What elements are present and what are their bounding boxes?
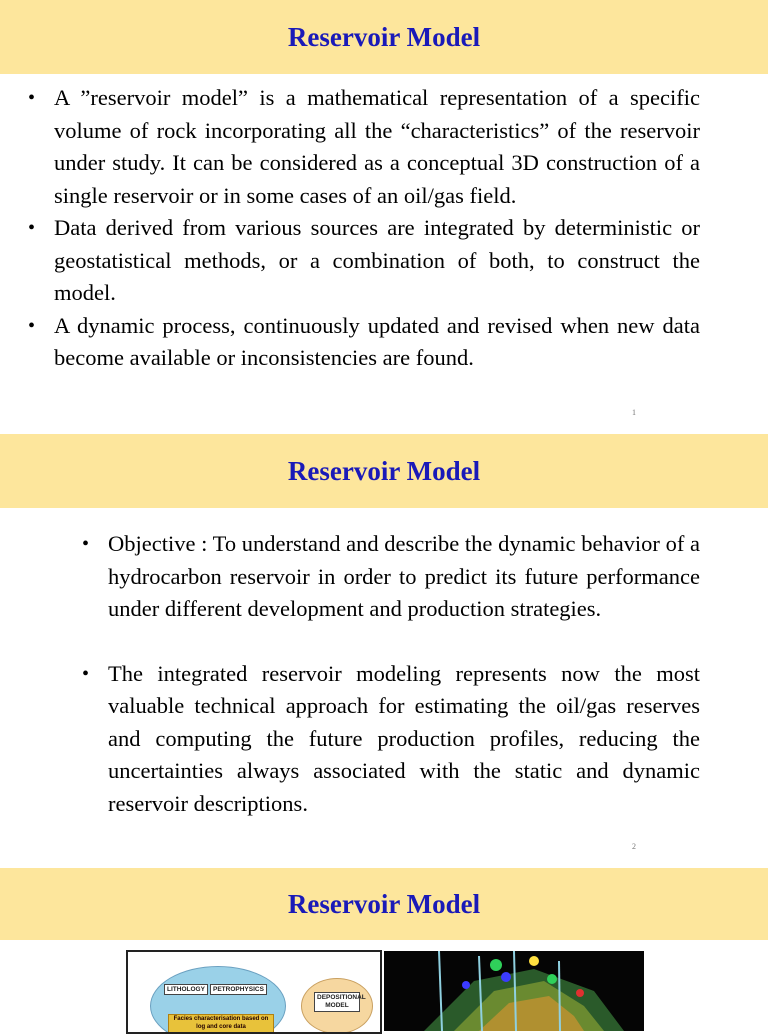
slide-3-title: Reservoir Model (287, 888, 481, 919)
slide-1-bullet-list (26, 82, 700, 375)
slide-2-title: Reservoir Model (287, 455, 481, 486)
slide-3-title-banner (0, 868, 768, 940)
list-item: • A ”reservoir model” is a mathematical representation of a specific volume of rock incorporating all the “characteristics” of the reservoir under study. It can be considered as a conceptual 3D construction of a single reservoir or in some cases of an oil/gas field. (26, 82, 700, 212)
slide-1-title-banner (0, 0, 768, 74)
facies-box: Facies characterisation based on log and core data (168, 1014, 274, 1034)
depositional-label: DEPOSITIONAL MODEL (314, 992, 360, 1012)
slide-2 (0, 434, 768, 864)
bullet-icon: • (82, 662, 90, 685)
page-number: 2 (632, 842, 636, 851)
workflow-diagram-figure (126, 950, 382, 1034)
slide-2-bullet-list (80, 528, 700, 820)
list-item: • Objective : To understand and describe the dynamic behavior of a hydrocarbon reservoir in order to predict its future performance under different development and production strategies. (80, 528, 700, 626)
list-item: • The integrated reservoir modeling represents now the most valuable technical approach for estimating the oil/gas reserves and computing the future production profiles, reducing the uncertainties always associated with the static and dynamic reservoir descriptions. (80, 658, 700, 821)
list-item: • Data derived from various sources are integrated by deterministic or geostatistical methods, or a combination of both, to construct the model. (26, 212, 700, 310)
bullet-icon: • (82, 533, 90, 555)
slide-1-title: Reservoir Model (287, 21, 481, 52)
lithology-label: LITHOLOGY (164, 984, 208, 995)
3d-reservoir-image (384, 951, 644, 1031)
bullet-icon: • (28, 217, 36, 239)
slide-2-title-banner (0, 434, 768, 508)
page-number: 1 (632, 408, 636, 417)
petrophysics-label: PETROPHYSICS (210, 984, 267, 995)
bullet-icon: • (28, 87, 36, 109)
3d-model-render (384, 951, 644, 1031)
bullet-icon: • (28, 314, 36, 337)
slide-1 (0, 0, 768, 430)
list-item: • A dynamic process, continuously updated and revised when new data become available or inconsistencies are found. (26, 310, 700, 375)
